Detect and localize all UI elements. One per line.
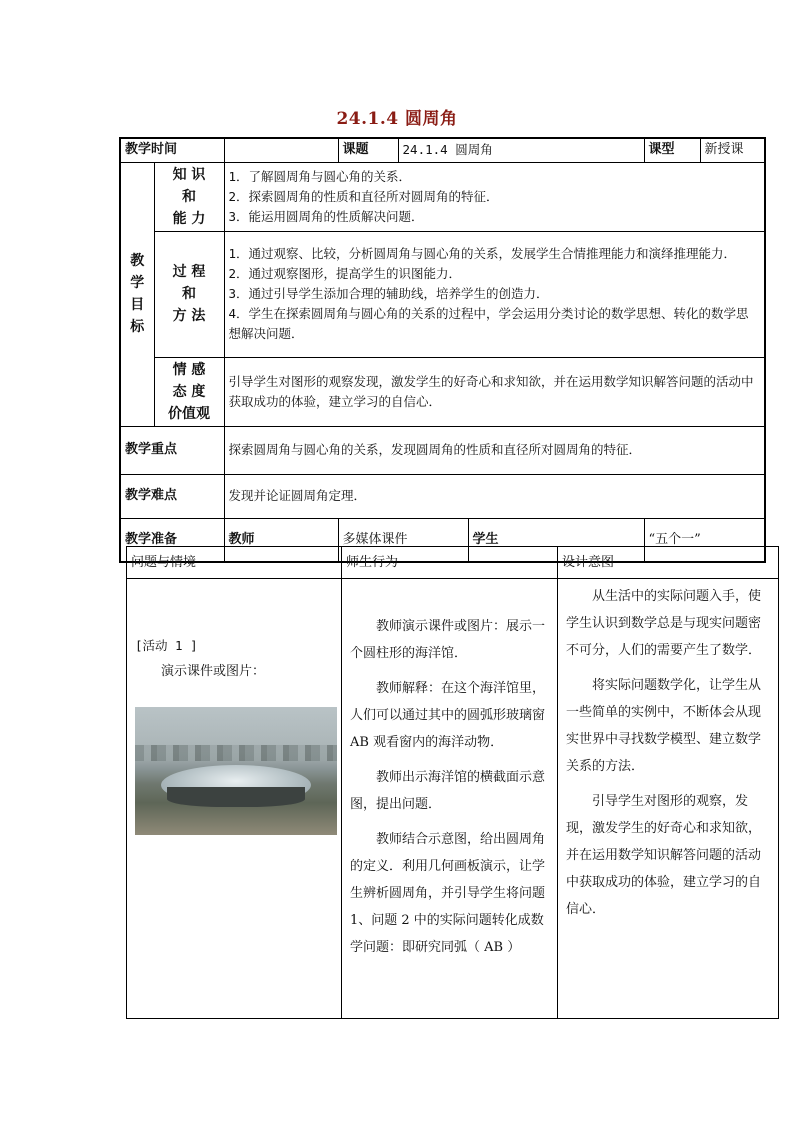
student-value: “五个一” [644,518,765,562]
difficulties-label: 教学难点 [120,474,224,518]
activity-table [126,546,779,1019]
process-label: 过 程 和 方 法 [154,231,224,357]
goals-side-label: 教 学 目 标 [120,162,154,426]
intent-paragraph: 引导学生对图形的观察，发现，激发学生的好奇心和求知欲，并在运用数学知识解答问题的活动中获取成功的体验，建立学习的自信心． [566,794,762,917]
page-title: 24.1.4 圆周角 [336,109,458,129]
activity-label: [活动 1 ] [135,638,198,653]
emotion-text: 引导学生对图形的观察发现，激发学生的好奇心和求知欲，并在运用数学知识解答问题的活动中获取成功的体验，建立学习的自信心． [224,357,765,426]
behavior-cell [342,579,558,1019]
student-label: 学生 [472,531,499,547]
lesson-info-table [119,137,766,563]
behavior-paragraph: 教师解释：在这个海洋馆里，人们可以通过其中的圆弧形玻璃窗 AB 观看窗内的海洋动物． [350,681,546,750]
activity-row [127,579,779,1019]
col-header-intent: 设计意图 [558,547,779,579]
type-value: 新授课 [700,138,765,162]
goal-emotion-row [120,357,765,426]
time-value [224,138,338,162]
col-header-situation: 问题与情境 [127,547,342,579]
photo-skyline [135,745,337,761]
emotion-label: 情 感 态 度 价值观 [154,357,224,426]
difficulties-row [120,474,765,518]
process-items: 1．通过观察、比较，分析圆周角与圆心角的关系，发展学生合情推理能力和演绎推理能力． 2．通过观察图形，提高学生的识图能力． 3．通过引导学生添加合理的辅助线，培养学生的创造力． 4．学生在探索圆周角与圆心角的关系的过程中，学会运用分类讨论的数学思想、转化的数学思想解决问题． [224,231,765,357]
activity-header-row [127,547,779,579]
key-points-label: 教学重点 [120,426,224,474]
activity-instruction: 演示课件或图片： [161,664,266,679]
behavior-paragraph: 教师结合示意图，给出圆周角的定义．利用几何画板演示，让学生辨析圆周角，并引导学生将问题 1、问题 2 中的实际问题转化成数学问题：即研究同弧（ AB ） [350,832,546,955]
teacher-label: 教师 [224,518,338,562]
aquarium-photo [135,707,337,835]
key-points-text: 探索圆周角与圆心角的关系，发现圆周角的性质和直径所对圆周角的特征． [224,426,765,474]
teacher-value: 多媒体课件 [338,518,468,562]
situation-cell [127,579,342,1019]
time-label: 教学时间 [120,138,224,162]
intent-paragraph: 将实际问题数学化，让学生从一些简单的实例中，不断体会从现实世界中寻找数学模型、建立数学关系的方法． [566,678,762,774]
behavior-paragraph: 教师出示海洋馆的横截面示意图，提出问题． [350,770,546,812]
behavior-paragraph: 教师演示课件或图片：展示一个圆柱形的海洋馆． [350,619,546,661]
knowledge-label: 知 识 和 能 力 [154,162,224,231]
goal-knowledge-row [120,162,765,231]
difficulties-text: 发现并论证圆周角定理． [224,474,765,518]
type-label: 课型 [644,138,700,162]
col-header-behavior: 师生行为 [342,547,558,579]
intent-paragraph: 从生活中的实际问题入手，使学生认识到数学总是与现实问题密不可分，人们的需要产生了数学． [566,589,762,658]
preparation-label: 教学准备 [120,518,224,562]
photo-base [167,787,305,807]
knowledge-items: 1．了解圆周角与圆心角的关系． 2．探索圆周角的性质和直径所对圆周角的特征． 3．能运用圆周角的性质解决问题． [224,162,765,231]
topic-value: 24.1.4 圆周角 [398,138,644,162]
intent-cell [558,579,779,1019]
goal-process-row [120,231,765,357]
topic-label: 课题 [338,138,398,162]
key-points-row [120,426,765,474]
header-row [120,138,765,162]
